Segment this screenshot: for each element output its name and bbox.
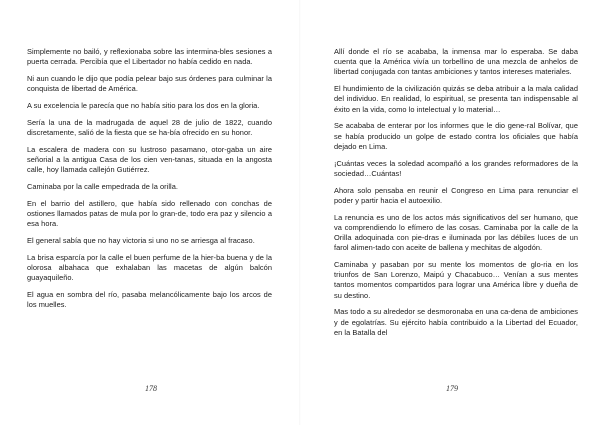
paragraph: Ni aun cuando le dijo que podía pelear bajo sus órdenes para culminar la conquista de libertad de América.: [27, 74, 272, 94]
right-page: [334, 47, 578, 417]
paragraph: Simplemente no bailó, y reflexionaba sobre las intermina-bles sesiones a puerta cerrada. Percibía que el Libertador no había cedido en nada.: [27, 47, 272, 67]
paragraph: Allí donde el río se acababa, la inmensa mar lo esperaba. Se daba cuenta que la América vivía un torbellino de una mezcla de anhelos de libertad conjugada con tantas ambiciones y tantos intereses materiales.: [334, 47, 578, 77]
book-spine: [299, 0, 301, 425]
paragraph: El general sabía que no hay victoria si uno no se arriesga al fracaso.: [27, 236, 255, 245]
paragraph: ¡Cuántas veces la soledad acompañó a los grandes reformadores de la sociedad…Cuántas!: [334, 158, 578, 178]
paragraph: La escalera de madera con su lustroso pasamano, otor-gaba un aire señorial a la antigua Casa de los cien ven-tanas, situada en la angosta calle, hoy llamada callejón Gutiérrez.: [27, 144, 272, 175]
paragraph: Mas todo a su alrededor se desmoronaba en una ca-dena de ambiciones y de egolatrías. Su ejército había contribuido a la Libertad del Ecuador, en la Batalla del: [334, 307, 578, 337]
paragraph: A su excelencia le parecía que no había sitio para los dos en la gloria.: [27, 101, 260, 110]
paragraph: La brisa esparcía por la calle el buen perfume de la hier-ba buena y de la olorosa albahaca que exhalaban las macetas de algún balcón guayaquileño.: [27, 252, 272, 283]
paragraph: La renuncia es uno de los actos más significativos del ser humano, que va comprendiendo lo efímero de las cosas. Caminaba por la calle de la Orilla adoquinada con pie-dras e iluminada por las débiles luces de un farol alimen-tado con aceite de ballena y mechitas de algodón.: [334, 212, 578, 253]
paragraph: Caminaba por la calle empedrada de la orilla.: [27, 182, 178, 191]
paragraph: El agua en sombra del río, pasaba melancólicamente bajo los arcos de los muelles.: [27, 290, 272, 310]
paragraph: El hundimiento de la civilización quizás se deba atribuir a la mala calidad del individuo. En realidad, lo espiritual, se presenta tan indispensable al éxito en la vida, como lo intelectual y lo material…: [334, 84, 578, 114]
paragraph: Caminaba y pasaban por su mente los momentos de glo-ria en los triunfos de San Lorenzo, Maipú y Chacabuco… Venían a sus mentes tantos momentos compartidos para lograr una América libre y dueña de su destino.: [334, 260, 578, 300]
paragraph: Ahora solo pensaba en reunir el Congreso en Lima para renunciar el poder y partir hacia el autoexilio.: [334, 185, 578, 205]
right-page-number: 179: [446, 384, 458, 393]
paragraph: Sería la una de la madrugada de aquel 28 de julio de 1822, cuando discretamente, salió de la fiesta que se ha-bía ofrecido en su honor.: [27, 117, 272, 137]
paragraph: Se acababa de enterar por los informes que le dio gene-ral Bolívar, que se había producido un golpe de estado contra los oficiales que había dejado en Lima.: [334, 121, 578, 151]
paragraph: En el barrio del astillero, que había sido rellenado con conchas de ostiones llamados patas de mula por lo gran-de, todo era paz y silencio a esa hora.: [27, 198, 272, 229]
left-page: [27, 47, 272, 417]
left-page-number: 178: [145, 384, 157, 393]
